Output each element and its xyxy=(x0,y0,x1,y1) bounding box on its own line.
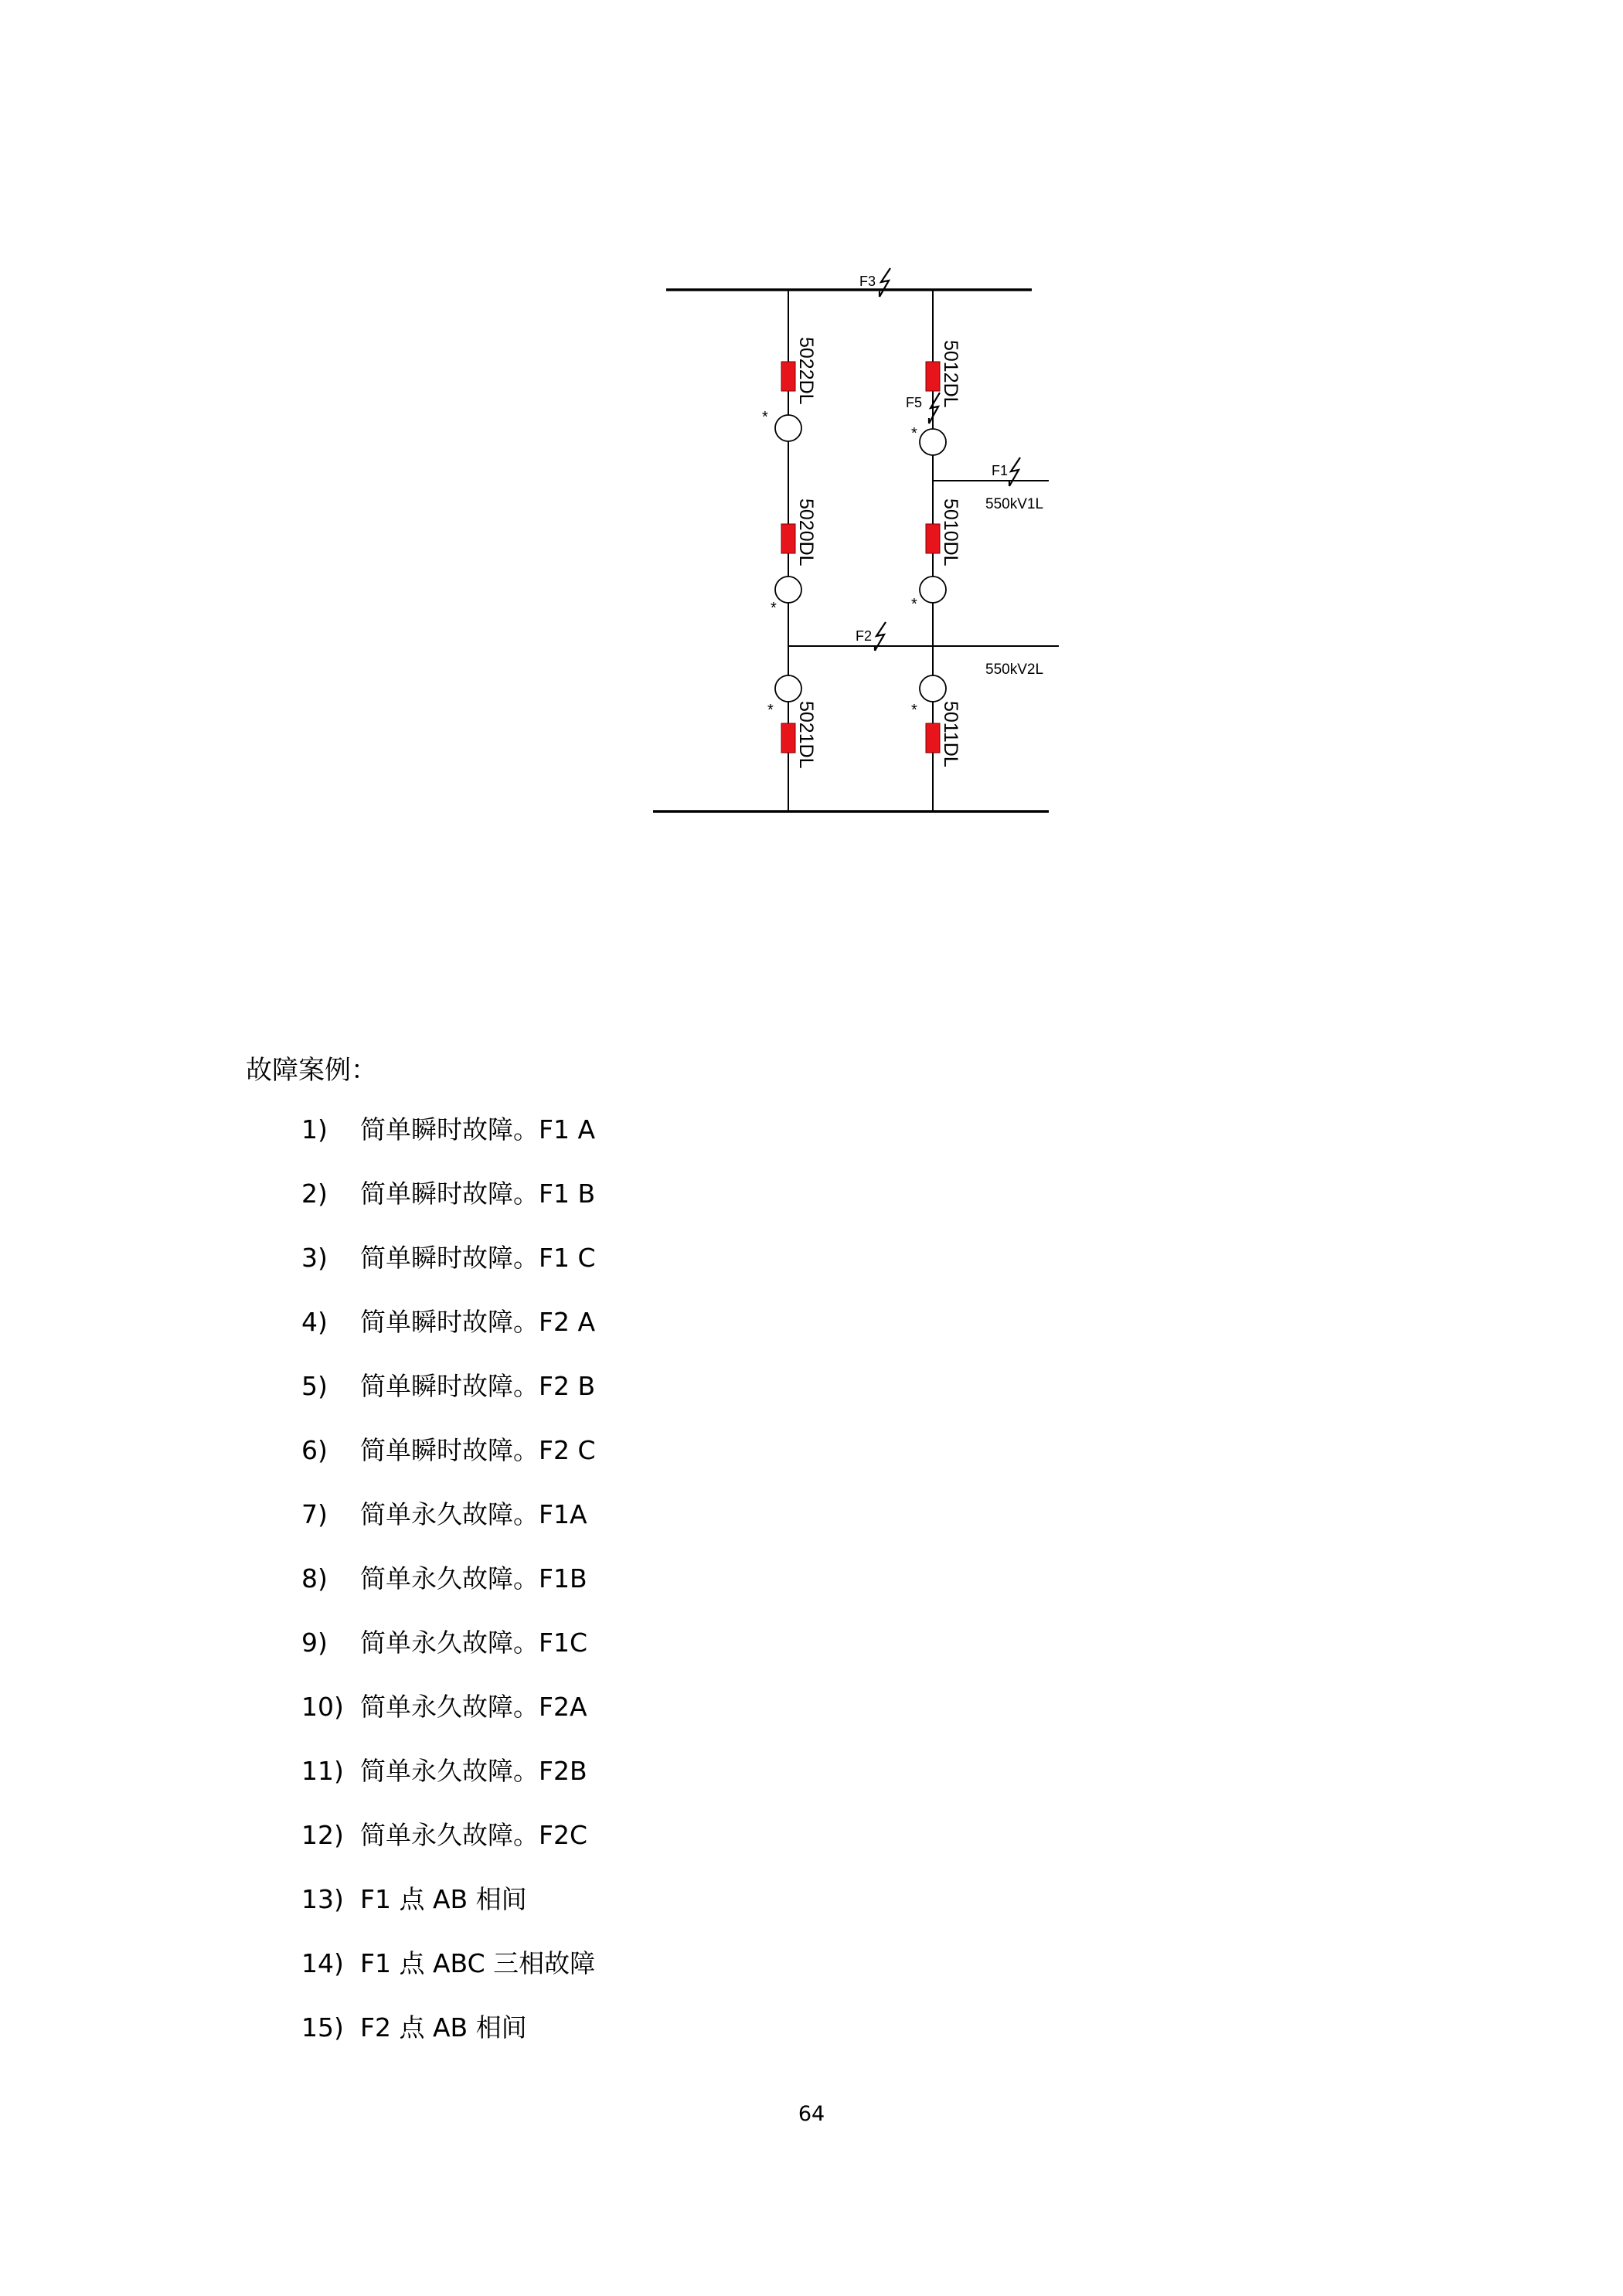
list-item-text: 简单瞬时故障。F2 C xyxy=(360,1435,596,1465)
list-item-text: 简单瞬时故障。F1 C xyxy=(360,1243,596,1273)
list-item xyxy=(301,1241,596,1275)
list-item-text: F2 点 AB 相间 xyxy=(360,2012,527,2043)
list-item-number: 9) xyxy=(301,1628,328,1658)
breaker-label-5011dl: 5011DL xyxy=(940,701,961,767)
list-item-text: 简单永久故障。F1B xyxy=(360,1563,587,1594)
breaker-label-5010dl: 5010DL xyxy=(940,498,961,566)
list-item-text: 简单永久故障。F2B xyxy=(360,1756,587,1786)
list-item xyxy=(301,1626,587,1660)
fault-label-f5: F5 xyxy=(906,395,923,410)
lightning-icon xyxy=(880,268,890,297)
list-item-text: 简单永久故障。F1C xyxy=(360,1628,588,1658)
list-item-number: 13) xyxy=(301,1884,344,1914)
line-label-550kv2l: 550kV2L xyxy=(985,662,1044,678)
list-item xyxy=(301,1690,587,1724)
single-line-diagram xyxy=(0,0,1623,850)
list-item-text: F1 点 AB 相间 xyxy=(360,1884,527,1914)
list-item xyxy=(301,1498,587,1532)
breaker-5020dl xyxy=(781,524,795,553)
list-item-number: 14) xyxy=(301,1948,344,1978)
list-item-number: 1) xyxy=(301,1114,328,1145)
list-item-text: 简单瞬时故障。F1 A xyxy=(360,1114,596,1145)
list-item xyxy=(301,1177,595,1211)
breaker-label-5012dl: 5012DL xyxy=(940,340,961,408)
breaker-5012dl xyxy=(926,362,940,391)
list-item-number: 6) xyxy=(301,1435,328,1465)
list-item xyxy=(301,1434,596,1468)
fault-label-f2: F2 xyxy=(856,628,873,644)
breaker-label-5022dl: 5022DL xyxy=(795,337,817,405)
list-item-number: 12) xyxy=(301,1820,344,1850)
breaker-label-5021dl: 5021DL xyxy=(795,701,817,769)
lightning-icon xyxy=(1009,457,1020,486)
list-item xyxy=(301,1305,595,1339)
page-number: 64 xyxy=(798,2102,825,2126)
list-item-text: 简单瞬时故障。F2 A xyxy=(360,1307,596,1337)
list-item-text: 简单瞬时故障。F1 B xyxy=(360,1179,596,1209)
ct-5010 xyxy=(920,577,946,603)
list-item-text: 简单永久故障。F2C xyxy=(360,1820,588,1850)
polarity-mark: * xyxy=(911,425,917,442)
fault-label-f3: F3 xyxy=(859,274,876,289)
list-item xyxy=(301,2011,527,2045)
list-item xyxy=(301,1562,587,1596)
breaker-5022dl xyxy=(781,362,795,391)
ct-5021 xyxy=(775,675,801,702)
polarity-mark: * xyxy=(771,600,777,617)
ct-5020 xyxy=(775,577,801,603)
breaker-5021dl xyxy=(781,723,795,753)
list-item xyxy=(301,1947,595,1981)
line-label-550kv1l: 550kV1L xyxy=(985,496,1044,512)
list-item xyxy=(301,1369,595,1403)
ct-5022 xyxy=(775,415,801,441)
list-item-text: 简单永久故障。F1A xyxy=(360,1499,587,1529)
list-item-number: 2) xyxy=(301,1179,328,1209)
breaker-label-5020dl: 5020DL xyxy=(795,498,817,566)
list-item-number: 4) xyxy=(301,1307,328,1337)
list-item-number: 10) xyxy=(301,1692,344,1722)
lightning-icon xyxy=(929,393,940,423)
list-item-number: 8) xyxy=(301,1563,328,1594)
list-item xyxy=(301,1113,595,1147)
cases-heading: 故障案例： xyxy=(246,1055,377,1086)
polarity-mark: * xyxy=(911,702,917,719)
list-item-number: 7) xyxy=(301,1499,328,1529)
list-item-number: 11) xyxy=(301,1756,344,1786)
list-item xyxy=(301,1818,587,1852)
polarity-mark: * xyxy=(767,702,774,719)
list-item-number: 5) xyxy=(301,1371,328,1401)
list-item-text: F1 点 ABC 三相故障 xyxy=(360,1948,596,1978)
breaker-5010dl xyxy=(926,524,940,553)
list-item-text: 简单瞬时故障。F2 B xyxy=(360,1371,596,1401)
list-item-number: 15) xyxy=(301,2012,344,2043)
polarity-mark: * xyxy=(911,596,917,613)
fault-label-f1: F1 xyxy=(992,463,1009,478)
list-item xyxy=(301,1883,527,1917)
list-item-number: 3) xyxy=(301,1243,328,1273)
list-item-text: 简单永久故障。F2A xyxy=(360,1692,587,1722)
ct-5011 xyxy=(920,675,946,702)
ct-5012 xyxy=(920,429,946,455)
breaker-5011dl xyxy=(926,723,940,753)
list-item xyxy=(301,1754,587,1788)
polarity-mark: * xyxy=(762,409,768,426)
